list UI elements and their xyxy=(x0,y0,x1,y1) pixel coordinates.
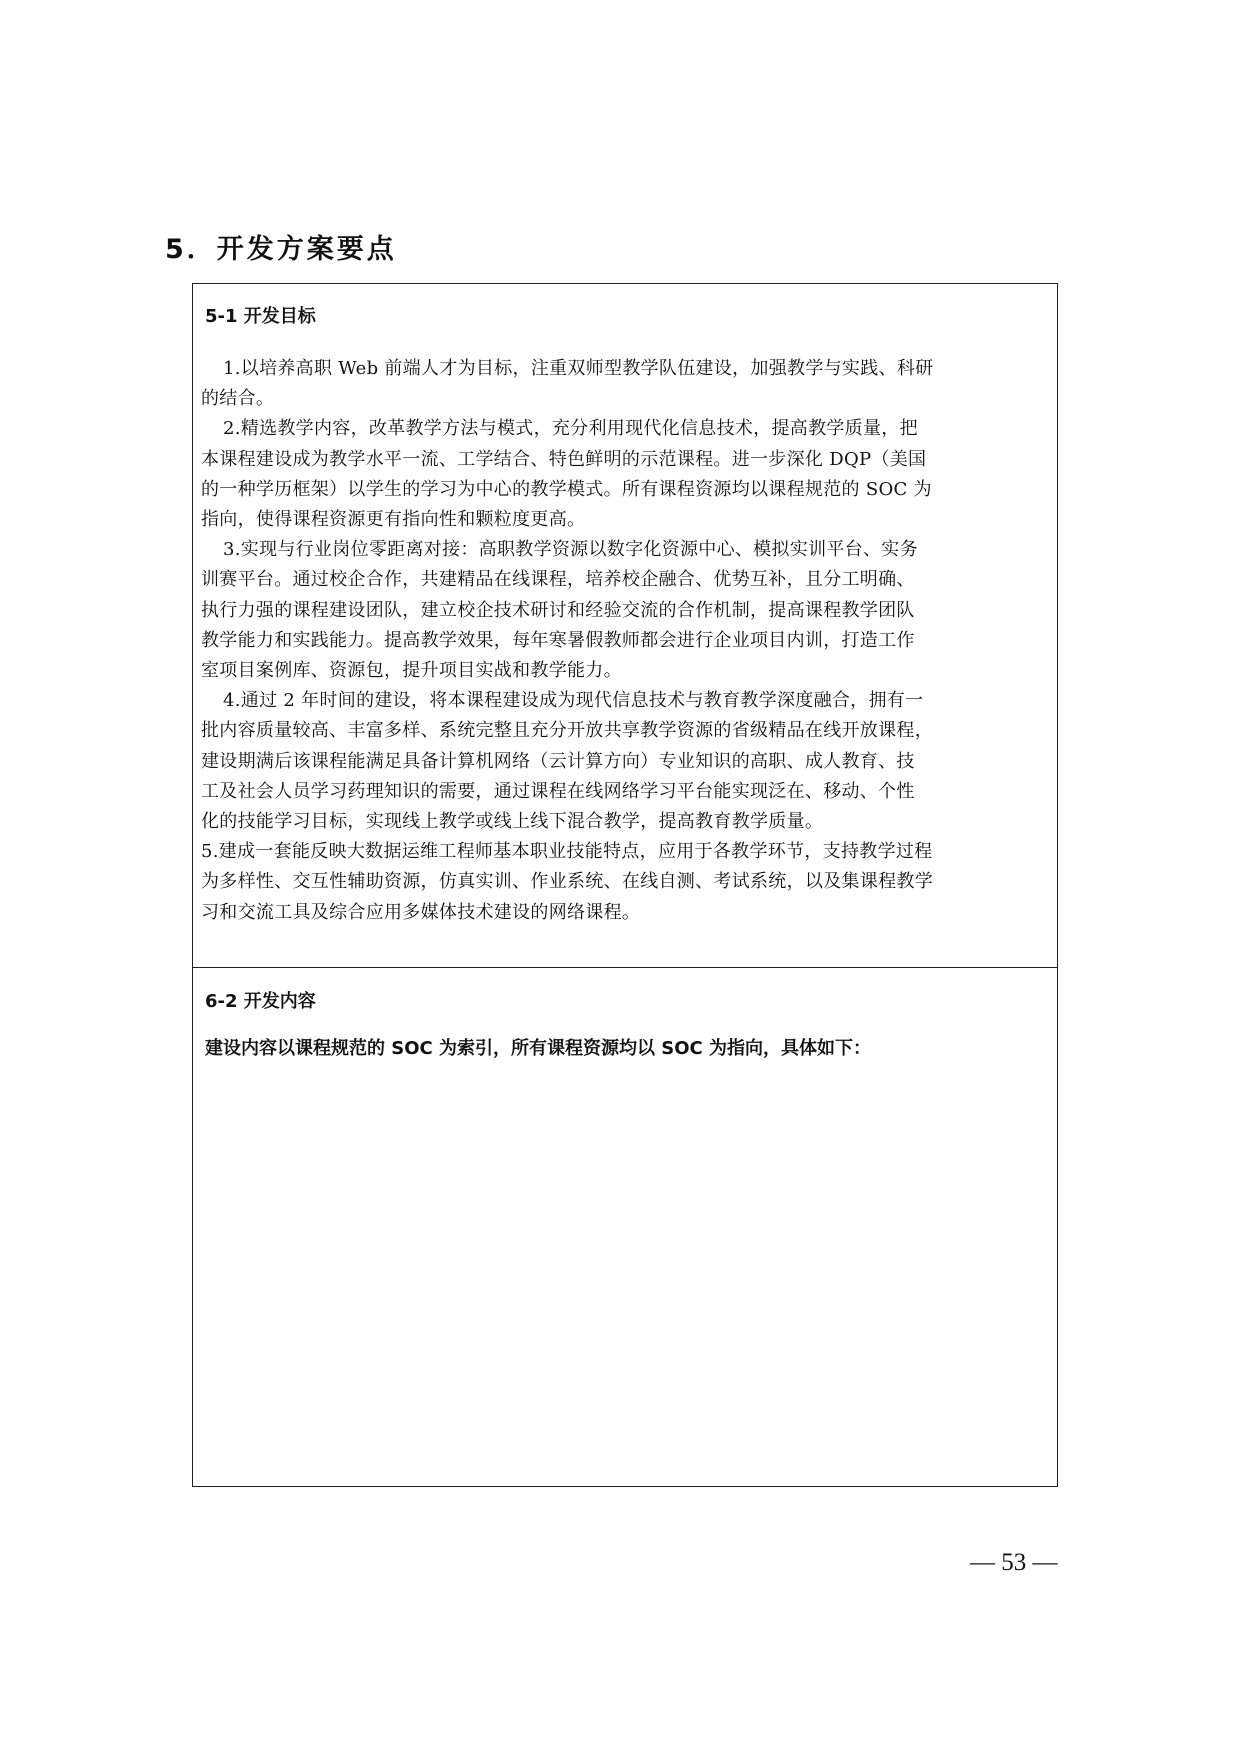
development-content-heading: 6-2 开发内容 xyxy=(205,991,316,1012)
development-content-intro: 建设内容以课程规范的 SOC 为索引，所有课程资源均以 SOC 为指向，具体如下： xyxy=(205,1038,872,1059)
goal-text-line: 批内容质量较高、丰富多样、系统完整且充分开放共享教学资源的省级精品在线开放课程， xyxy=(201,720,933,742)
goal-text-line: 室项目案例库、资源包，提升项目实战和教学能力。 xyxy=(201,660,622,681)
goal-text-line: 的一种学历框架）以学生的学习为中心的教学模式。所有课程资源均以课程规范的 SOC 为 xyxy=(201,478,932,500)
goal-text-line: 3.实现与行业岗位零距离对接：高职教学资源以数字化资源中心、模拟实训平台、实务 xyxy=(223,539,918,561)
goal-text-line: 为多样性、交互性辅助资源，仿真实训、作业系统、在线自测、考试系统，以及集课程教学 xyxy=(201,871,933,893)
goal-text-line: 2.精选教学内容，改革教学方法与模式，充分利用现代化信息技术，提高教学质量，把 xyxy=(223,418,918,440)
development-content-cell xyxy=(193,967,1057,1486)
goal-text-line: 化的技能学习目标，实现线上教学或线上线下混合教学，提高教育教学质量。 xyxy=(201,811,824,832)
goal-text-line: 指向，使得课程资源更有指向性和颗粒度更高。 xyxy=(201,509,586,530)
goal-text-line: 4.通过 2 年时间的建设，将本课程建设成为现代信息技术与教育教学深度融合，拥有一 xyxy=(223,690,924,712)
goal-text-line: 习和交流工具及综合应用多媒体技术建设的网络课程。 xyxy=(201,901,641,923)
page-number: — 53 — xyxy=(970,1549,1058,1576)
development-goals-cell xyxy=(193,284,1057,968)
goal-text-line: 训赛平台。通过校企合作，共建精品在线课程，培养校企融合、优势互补，且分工明确、 xyxy=(201,569,915,591)
content-table xyxy=(192,283,1058,1487)
development-goals-heading: 5-1 开发目标 xyxy=(205,306,316,327)
goal-text-line: 5.建成一套能反映大数据运维工程师基本职业技能特点，应用于各教学环节，支持教学过程 xyxy=(201,841,933,863)
goal-text-line: 教学能力和实践能力。提高教学效果，每年寒暑假教师都会进行企业项目内训，打造工作 xyxy=(201,629,915,651)
goal-text-line: 1.以培养高职 Web 前端人才为目标，注重双师型教学队伍建设，加强教学与实践、科研 xyxy=(223,358,934,379)
goal-text-line: 的结合。 xyxy=(201,388,275,410)
goal-text-line: 工及社会人员学习药理知识的需要，通过课程在线网络学习平台能实现泛在、移动、个性 xyxy=(201,780,915,802)
goal-text-line: 建设期满后该课程能满足具备计算机网络（云计算方向）专业知识的高职、成人教育、技 xyxy=(201,750,915,772)
goal-text-line: 本课程建设成为教学水平一流、工学结合、特色鲜明的示范课程。进一步深化 DQP（美国 xyxy=(201,448,927,470)
section-title: 5．开发方案要点 xyxy=(165,234,397,265)
goal-text-line: 执行力强的课程建设团队，建立校企技术研讨和经验交流的合作机制，提高课程教学团队 xyxy=(201,599,915,621)
